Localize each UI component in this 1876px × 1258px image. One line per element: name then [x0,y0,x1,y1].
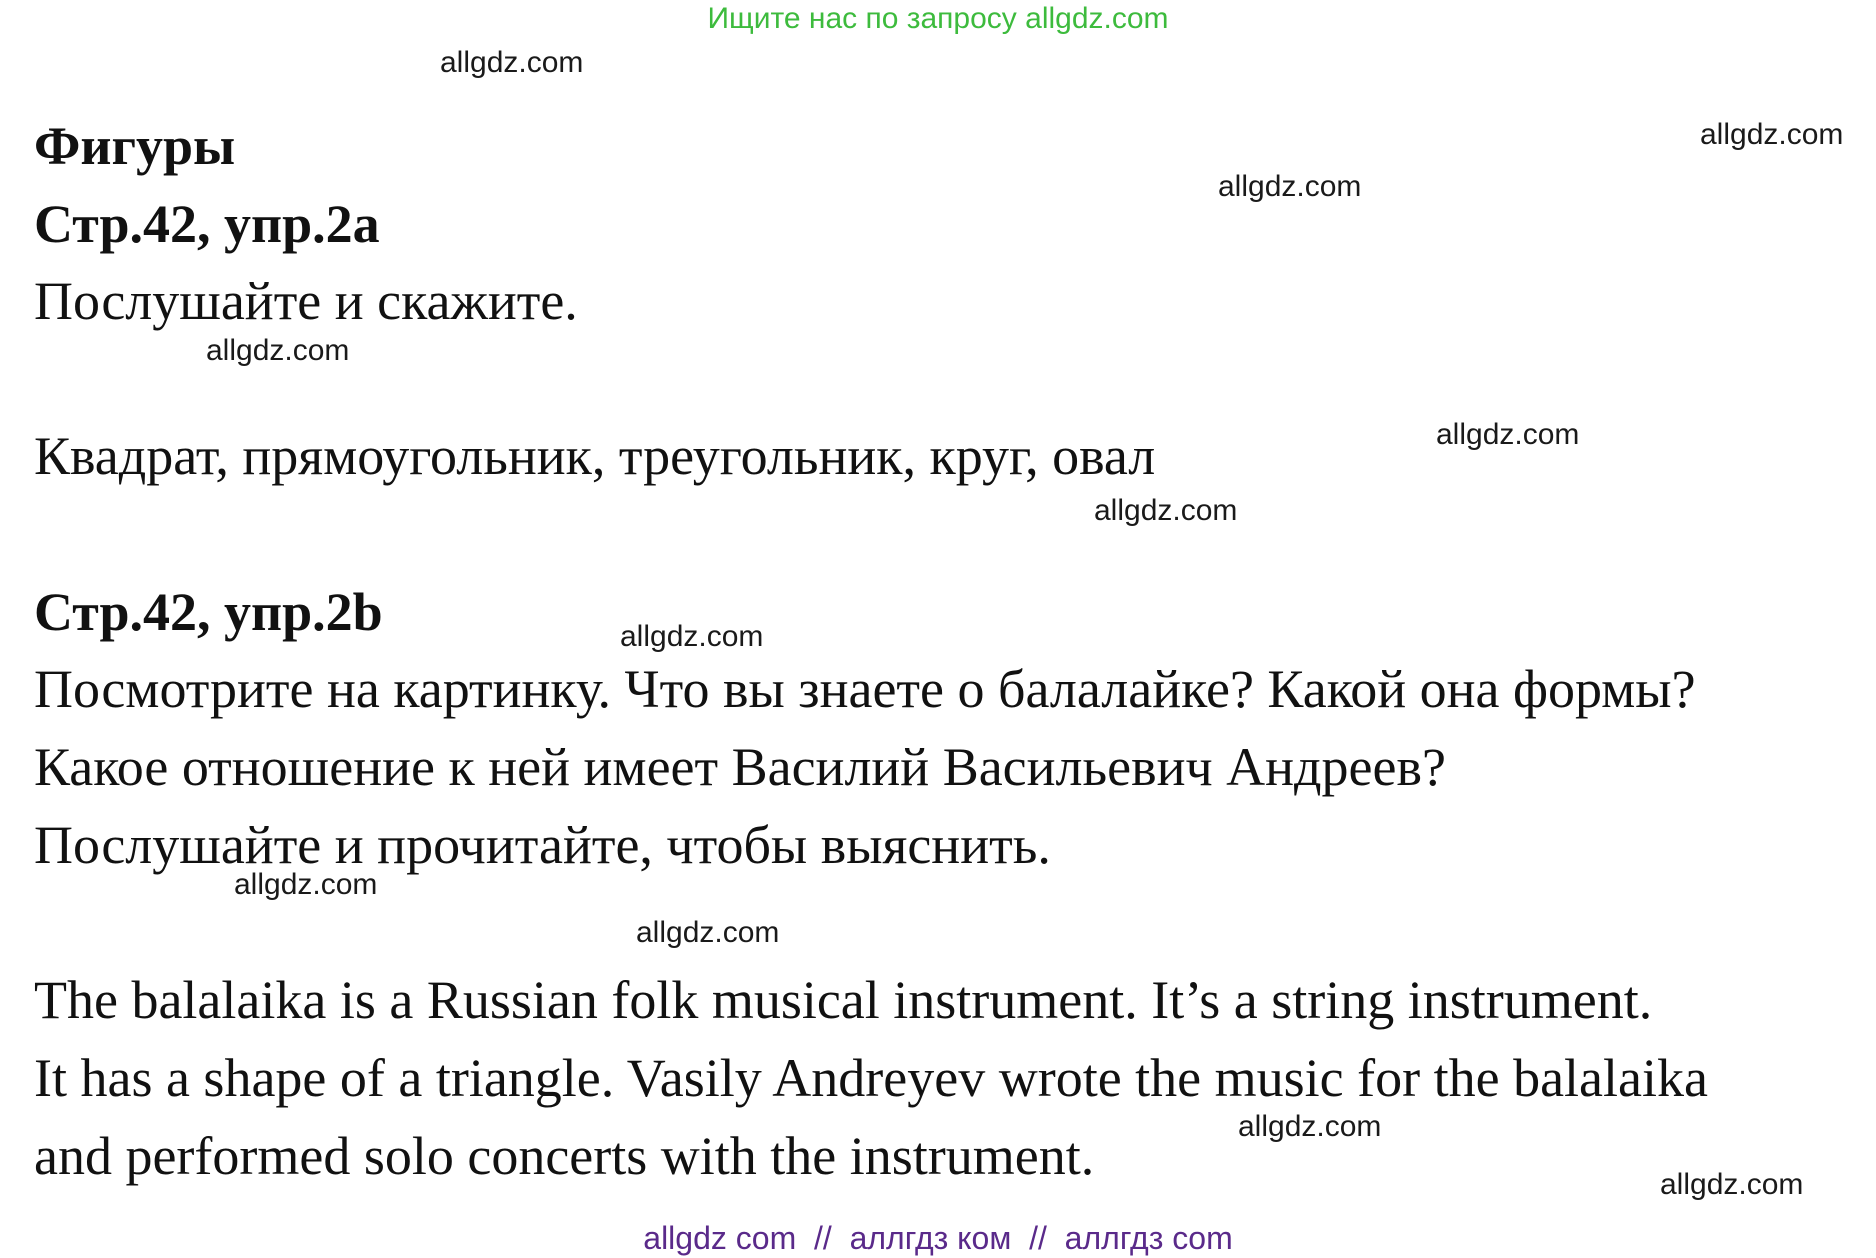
watermark: allgdz.com [234,868,378,901]
section-a-heading: Стр.42, упр.2a [34,194,380,254]
section-b-answer-line: and performed solo concerts with the instrument. [34,1126,1095,1186]
section-b-answer-line: It has a shape of a triangle. Vasily Andreyev wrote the music for the balalaika [34,1048,1708,1108]
top-banner: Ищите нас по запросу allgdz.com [707,2,1169,35]
section-b-heading: Стр.42, упр.2b [34,582,383,642]
section-b-answer-line: The balalaika is a Russian folk musical instrument. It’s a string instrument. [34,970,1653,1030]
watermark: allgdz.com [1660,1168,1804,1201]
watermark: allgdz.com [636,916,780,949]
watermark: allgdz.com [1700,118,1844,151]
section-b-instruction-line: Какое отношение к ней имеет Василий Васильевич Андреев? [34,737,1446,797]
watermark: allgdz.com [1094,494,1238,527]
watermark: allgdz.com [620,620,764,653]
section-b-instruction-line: Посмотрите на картинку. Что вы знаете о балалайке? Какой она формы? [34,659,1696,719]
section-a-answer: Квадрат, прямоугольник, треугольник, круг, овал [34,426,1156,486]
watermark: allgdz.com [1238,1110,1382,1143]
page-title: Фигуры [34,116,236,176]
watermark: allgdz.com [1436,418,1580,451]
watermark: allgdz.com [206,334,350,367]
section-a-instruction: Послушайте и скажите. [34,271,578,331]
watermark: allgdz.com [440,46,584,79]
section-b-instruction-line: Послушайте и прочитайте, чтобы выяснить. [34,815,1051,875]
watermark: allgdz.com [1218,170,1362,203]
footer-links: allgdz com // аллгдз ком // аллгдз com [643,1220,1233,1256]
